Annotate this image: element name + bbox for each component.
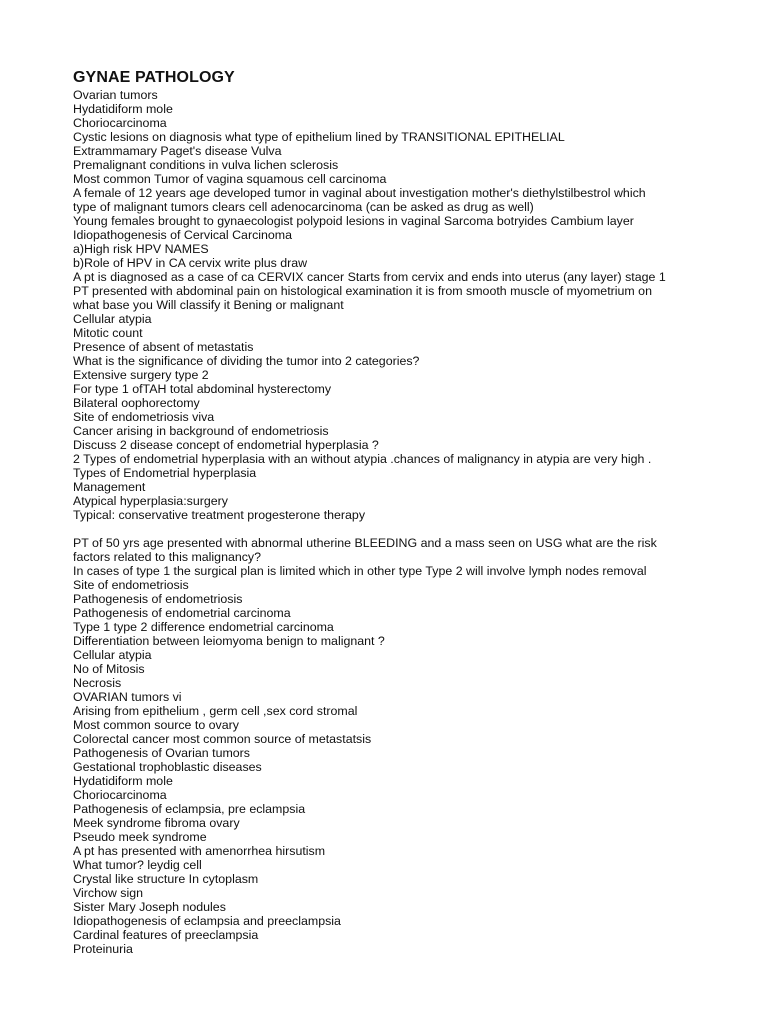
text-line: Cellular atypia [73,312,152,326]
text-line: type of malignant tumors clears cell adenocarcinoma (can be asked as drug as well) [73,200,534,214]
text-line: Gestational trophoblastic diseases [73,760,262,774]
text-line: Typical: conservative treatment progesterone therapy [73,508,366,522]
text-line: Presence of absent of metastatis [73,340,254,354]
text-line: Most common Tumor of vagina squamous cell carcinoma [73,172,387,186]
text-line: Young females brought to gynaecologist polypoid lesions in vaginal Sarcoma botryides Cambium layer [73,214,634,228]
text-line: Pseudo meek syndrome [73,830,207,844]
text-line: Arising from epithelium , germ cell ,sex cord stromal [73,704,358,718]
text-line: Extrammamary Paget's disease Vulva [73,144,282,158]
text-line: What tumor? leydig cell [73,858,202,872]
text-line: In cases of type 1 the surgical plan is limited which in other type Type 2 will involve lymph nodes removal [73,564,647,578]
text-line: Choriocarcinoma [73,116,167,130]
text-line: Pathogenesis of eclampsia, pre eclampsia [73,802,306,816]
text-line: Pathogenesis of endometrial carcinoma [73,606,291,620]
text-line: PT of 50 yrs age presented with abnormal utherine BLEEDING and a mass seen on USG what are the risk [73,536,657,550]
text-line [73,522,753,536]
text-line: Choriocarcinoma [73,788,167,802]
text-line: Cellular atypia [73,648,152,662]
text-line: Colorectal cancer most common source of metastatsis [73,732,372,746]
text-line: Sister Mary Joseph nodules [73,900,226,914]
text-line: Idiopathogenesis of Cervical Carcinoma [73,228,293,242]
text-line: OVARIAN tumors vi [73,690,182,704]
text-line: Most common source to ovary [73,718,239,732]
text-line: Ovarian tumors [73,88,158,102]
text-line: For type 1 ofTAH total abdominal hysterectomy [73,382,332,396]
text-line: PT presented with abdominal pain on histological examination it is from smooth muscle of myometrium on [73,284,652,298]
document-body [73,88,753,956]
text-line: A female of 12 years age developed tumor in vaginal about investigation mother's diethylstilbestrol which [73,186,646,200]
text-line: Pathogenesis of endometriosis [73,592,243,606]
text-line: Mitotic count [73,326,143,340]
text-line: Hydatidiform mole [73,102,173,116]
text-line: Virchow sign [73,886,144,900]
text-line: 2 Types of endometrial hyperplasia with an without atypia .chances of malignancy in atypia are very high . [73,452,652,466]
text-line: A pt is diagnosed as a case of ca CERVIX cancer Starts from cervix and ends into uterus (any layer) stage 1 [73,270,666,284]
text-line: What is the significance of dividing the tumor into 2 categories? [73,354,420,368]
text-line: Differentiation between leiomyoma benign to malignant ? [73,634,385,648]
text-line: Cystic lesions on diagnosis what type of epithelium lined by TRANSITIONAL EPITHELIAL [73,130,565,144]
text-line: b)Role of HPV in CA cervix write plus draw [73,256,308,270]
text-line: Premalignant conditions in vulva lichen sclerosis [73,158,339,172]
text-line: what base you Will classify it Bening or malignant [73,298,344,312]
text-line: Crystal like structure In cytoplasm [73,872,259,886]
text-line: Management [73,480,146,494]
text-line: Proteinuria [73,942,133,956]
text-line: Cancer arising in background of endometriosis [73,424,329,438]
text-line: Types of Endometrial hyperplasia [73,466,257,480]
text-line: Discuss 2 disease concept of endometrial hyperplasia ? [73,438,379,452]
document-page [73,68,753,956]
document-title: GYNAE PATHOLOGY [73,69,235,86]
text-line: factors related to this malignancy? [73,550,262,564]
text-line: Hydatidiform mole [73,774,173,788]
text-line: Cardinal features of preeclampsia [73,928,259,942]
text-line: No of Mitosis [73,662,145,676]
text-line: Bilateral oophorectomy [73,396,200,410]
text-line: Site of endometriosis viva [73,410,215,424]
text-line: Necrosis [73,676,122,690]
text-line: Extensive surgery type 2 [73,368,209,382]
text-line: Site of endometriosis [73,578,189,592]
text-line: Pathogenesis of Ovarian tumors [73,746,251,760]
text-line: Meek syndrome fibroma ovary [73,816,240,830]
text-line: Atypical hyperplasia:surgery [73,494,228,508]
text-line: a)High risk HPV NAMES [73,242,209,256]
text-line: Idiopathogenesis of eclampsia and preeclampsia [73,914,341,928]
text-line: Type 1 type 2 difference endometrial carcinoma [73,620,334,634]
text-line: A pt has presented with amenorrhea hirsutism [73,844,326,858]
